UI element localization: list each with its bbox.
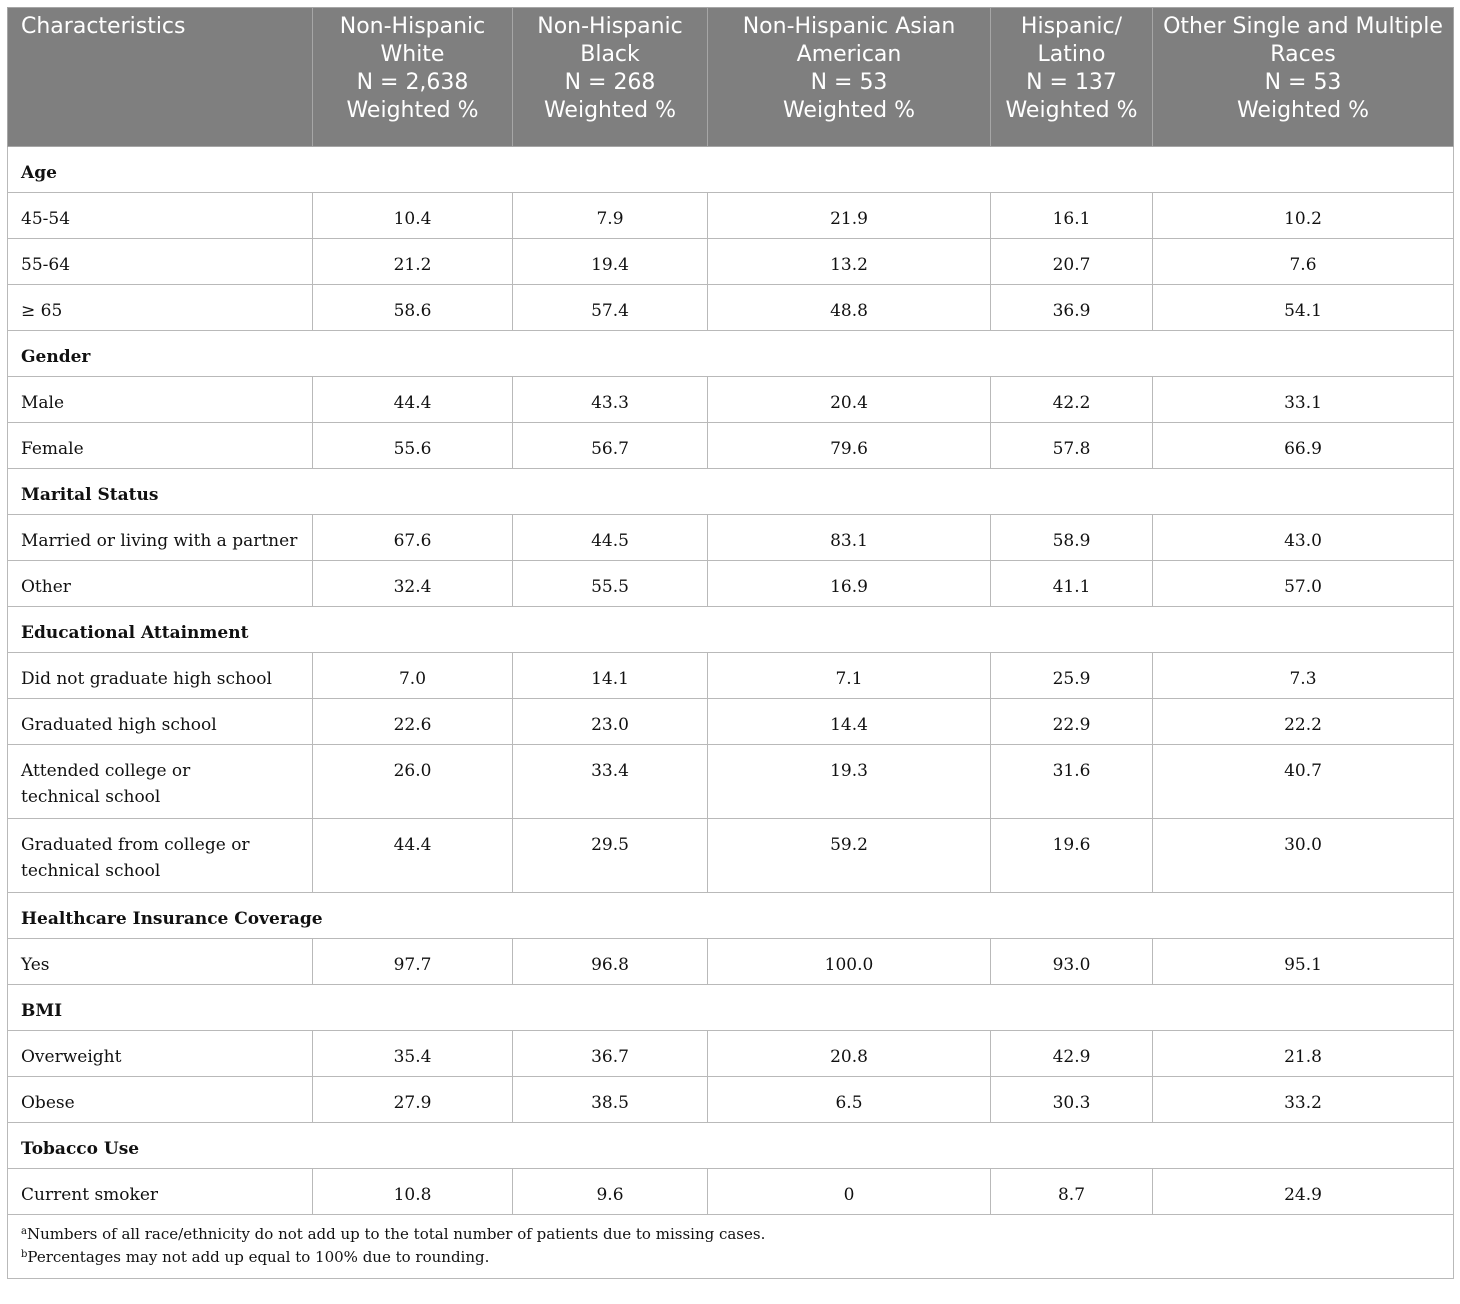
value-cell: 6.5 <box>708 1077 991 1123</box>
row-label: Married or living with a partner <box>8 515 313 561</box>
section-title: Marital Status <box>8 469 1454 515</box>
value-cell: 10.2 <box>1153 193 1454 239</box>
header-line: Other Single and Multiple <box>1163 14 1443 39</box>
value-cell: 33.4 <box>513 745 708 819</box>
value-cell: 16.1 <box>991 193 1153 239</box>
section-row <box>8 469 1454 515</box>
header-line: Weighted % <box>346 98 479 123</box>
header-line: N = 53 <box>1264 70 1342 95</box>
value-cell: 19.4 <box>513 239 708 285</box>
table-row <box>8 653 1454 699</box>
demographics-table <box>7 7 1454 1279</box>
table-row <box>8 1169 1454 1215</box>
header-line: Non-Hispanic <box>339 14 486 39</box>
row-label: ≥ 65 <box>8 285 313 331</box>
value-cell: 36.7 <box>513 1031 708 1077</box>
value-cell: 54.1 <box>1153 285 1454 331</box>
table-row <box>8 423 1454 469</box>
value-cell: 22.9 <box>991 699 1153 745</box>
table-header <box>8 8 1454 147</box>
value-cell: 56.7 <box>513 423 708 469</box>
value-cell: 7.0 <box>313 653 513 699</box>
section-row <box>8 147 1454 193</box>
table-row <box>8 939 1454 985</box>
value-cell: 44.4 <box>313 377 513 423</box>
value-cell: 95.1 <box>1153 939 1454 985</box>
value-cell: 21.2 <box>313 239 513 285</box>
section-row <box>8 985 1454 1031</box>
footnote-marker: a <box>21 1226 27 1237</box>
row-label: Attended college or technical school <box>8 745 313 819</box>
header-line: White <box>380 42 445 67</box>
value-cell: 23.0 <box>513 699 708 745</box>
row-label: Did not graduate high school <box>8 653 313 699</box>
value-cell: 24.9 <box>1153 1169 1454 1215</box>
header-line: Weighted % <box>782 98 916 123</box>
table-row <box>8 561 1454 607</box>
value-cell: 10.4 <box>313 193 513 239</box>
footnote-text: Numbers of all race/ethnicity do not add up to the total number of patients due to missing cases. <box>26 1225 766 1243</box>
value-cell: 20.8 <box>708 1031 991 1077</box>
value-cell: 79.6 <box>708 423 991 469</box>
value-cell: 19.3 <box>708 745 991 819</box>
value-cell: 27.9 <box>313 1077 513 1123</box>
value-cell: 7.9 <box>513 193 708 239</box>
table-row <box>8 515 1454 561</box>
table-row <box>8 745 1454 819</box>
table-row <box>8 1031 1454 1077</box>
demographics-table-container <box>7 7 1453 1279</box>
value-cell: 59.2 <box>708 819 991 893</box>
value-cell: 35.4 <box>313 1031 513 1077</box>
header-line: Black <box>580 42 640 67</box>
table-row <box>8 1077 1454 1123</box>
value-cell: 40.7 <box>1153 745 1454 819</box>
table-row <box>8 819 1454 893</box>
row-label: Male <box>8 377 313 423</box>
value-cell: 20.7 <box>991 239 1153 285</box>
table-row <box>8 699 1454 745</box>
header-line: Weighted % <box>543 98 677 123</box>
row-label: Other <box>8 561 313 607</box>
value-cell: 93.0 <box>991 939 1153 985</box>
value-cell: 48.8 <box>708 285 991 331</box>
section-title: BMI <box>8 985 1454 1031</box>
header-row <box>8 8 1454 147</box>
value-cell: 16.9 <box>708 561 991 607</box>
header-group-5 <box>1153 8 1454 147</box>
value-cell: 57.4 <box>513 285 708 331</box>
section-row <box>8 331 1454 377</box>
row-label: Current smoker <box>8 1169 313 1215</box>
value-cell: 7.6 <box>1153 239 1454 285</box>
value-cell: 20.4 <box>708 377 991 423</box>
value-cell: 7.3 <box>1153 653 1454 699</box>
value-cell: 14.1 <box>513 653 708 699</box>
header-group-2 <box>513 8 708 147</box>
section-row <box>8 893 1454 939</box>
row-label: Graduated high school <box>8 699 313 745</box>
value-cell: 21.8 <box>1153 1031 1454 1077</box>
value-cell: 57.8 <box>991 423 1153 469</box>
row-label: 45-54 <box>8 193 313 239</box>
header-line: Non-Hispanic Asian <box>742 14 956 39</box>
value-cell: 31.6 <box>991 745 1153 819</box>
value-cell: 100.0 <box>708 939 991 985</box>
table-row <box>8 377 1454 423</box>
header-line: Weighted % <box>1005 98 1138 123</box>
value-cell: 14.4 <box>708 699 991 745</box>
value-cell: 97.7 <box>313 939 513 985</box>
header-line: N = 53 <box>810 70 888 95</box>
value-cell: 42.2 <box>991 377 1153 423</box>
value-cell: 10.8 <box>313 1169 513 1215</box>
header-group-3 <box>708 8 991 147</box>
header-characteristics <box>8 8 313 147</box>
value-cell: 8.7 <box>991 1169 1153 1215</box>
section-title: Age <box>8 147 1454 193</box>
value-cell: 55.6 <box>313 423 513 469</box>
section-title: Gender <box>8 331 1454 377</box>
header-group-1 <box>313 8 513 147</box>
header-line: Non-Hispanic <box>537 14 683 39</box>
value-cell: 42.9 <box>991 1031 1153 1077</box>
table-footnotes <box>8 1215 1454 1279</box>
header-line: Races <box>1270 42 1336 67</box>
value-cell: 33.1 <box>1153 377 1454 423</box>
row-label: Yes <box>8 939 313 985</box>
value-cell: 58.6 <box>313 285 513 331</box>
value-cell: 0 <box>708 1169 991 1215</box>
value-cell: 36.9 <box>991 285 1153 331</box>
header-line: N = 2,638 <box>356 70 469 95</box>
table-row <box>8 193 1454 239</box>
value-cell: 38.5 <box>513 1077 708 1123</box>
header-line: Latino <box>1037 42 1106 67</box>
value-cell: 33.2 <box>1153 1077 1454 1123</box>
value-cell: 43.0 <box>1153 515 1454 561</box>
value-cell: 96.8 <box>513 939 708 985</box>
value-cell: 55.5 <box>513 561 708 607</box>
section-row <box>8 607 1454 653</box>
section-title: Educational Attainment <box>8 607 1454 653</box>
section-row <box>8 1123 1454 1169</box>
header-line: American <box>796 42 902 67</box>
header-line: Weighted % <box>1236 98 1370 123</box>
footnote-text: Percentages may not add up equal to 100% due to rounding. <box>27 1248 490 1266</box>
value-cell: 83.1 <box>708 515 991 561</box>
value-cell: 13.2 <box>708 239 991 285</box>
row-label: Graduated from college or technical school <box>8 819 313 893</box>
value-cell: 67.6 <box>313 515 513 561</box>
footnote <box>21 1223 1453 1246</box>
value-cell: 21.9 <box>708 193 991 239</box>
row-label: Obese <box>8 1077 313 1123</box>
table-body <box>8 147 1454 1215</box>
value-cell: 22.6 <box>313 699 513 745</box>
value-cell: 58.9 <box>991 515 1153 561</box>
value-cell: 66.9 <box>1153 423 1454 469</box>
table-row <box>8 239 1454 285</box>
section-title: Tobacco Use <box>8 1123 1454 1169</box>
header-line: N = 268 <box>564 70 656 95</box>
footnote <box>21 1246 1453 1269</box>
section-title: Healthcare Insurance Coverage <box>8 893 1454 939</box>
row-label: 55-64 <box>8 239 313 285</box>
value-cell: 41.1 <box>991 561 1153 607</box>
footnote-cell <box>8 1215 1454 1279</box>
header-group-4 <box>991 8 1153 147</box>
value-cell: 26.0 <box>313 745 513 819</box>
header-line: N = 137 <box>1026 70 1117 95</box>
value-cell: 44.5 <box>513 515 708 561</box>
header-line: Hispanic/ <box>1020 14 1123 39</box>
value-cell: 43.3 <box>513 377 708 423</box>
footnote-marker: b <box>21 1249 28 1260</box>
value-cell: 25.9 <box>991 653 1153 699</box>
value-cell: 7.1 <box>708 653 991 699</box>
value-cell: 30.3 <box>991 1077 1153 1123</box>
value-cell: 29.5 <box>513 819 708 893</box>
table-row <box>8 285 1454 331</box>
value-cell: 57.0 <box>1153 561 1454 607</box>
row-label: Female <box>8 423 313 469</box>
value-cell: 9.6 <box>513 1169 708 1215</box>
row-label: Overweight <box>8 1031 313 1077</box>
value-cell: 19.6 <box>991 819 1153 893</box>
value-cell: 44.4 <box>313 819 513 893</box>
value-cell: 22.2 <box>1153 699 1454 745</box>
value-cell: 30.0 <box>1153 819 1454 893</box>
header-line: Characteristics <box>21 14 186 39</box>
value-cell: 32.4 <box>313 561 513 607</box>
